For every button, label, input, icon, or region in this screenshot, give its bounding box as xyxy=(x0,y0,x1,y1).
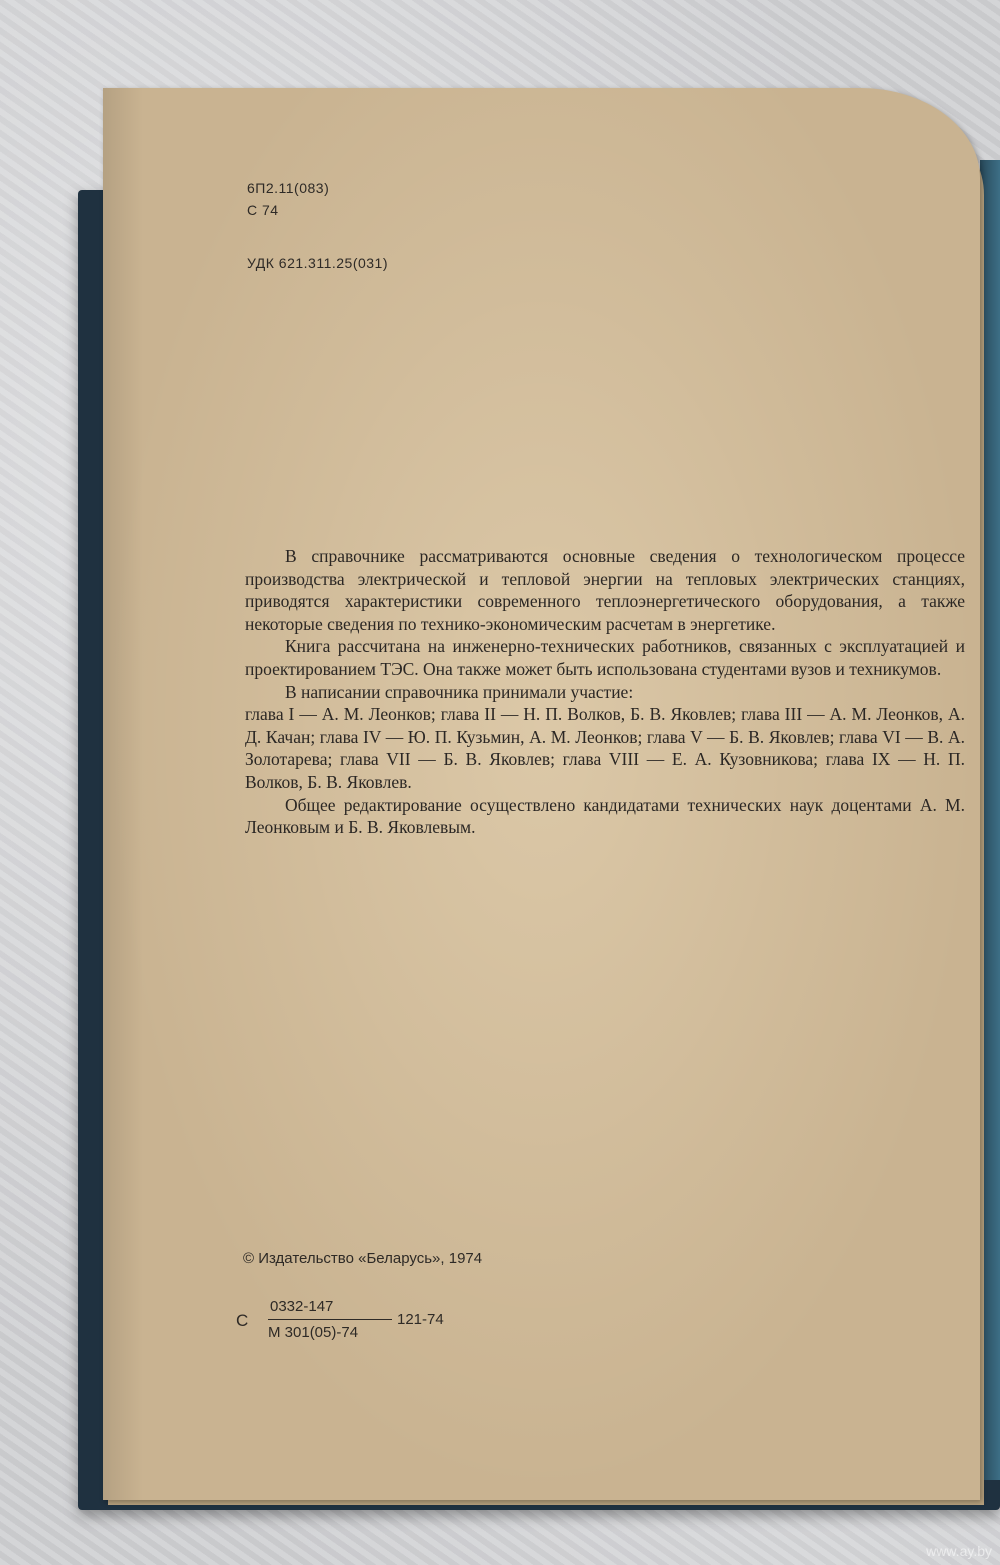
index-letter: С xyxy=(236,1311,249,1330)
index-numerator: 0332-147 xyxy=(270,1298,334,1315)
index-suffix: 121-74 xyxy=(397,1311,444,1328)
annotation-paragraph: Общее редактирование осуществлено кандидатами технических наук доцентами А. М. Леонковым и Б. В. Яковлевым. xyxy=(245,794,965,838)
annotation xyxy=(245,545,965,839)
annotation-paragraph: Книга рассчитана на инженерно-технических работников, связанных с эксплуатацией и проектированием ТЭС. Она также может быть использована студентами вузов и техникумов. xyxy=(245,636,965,679)
index-denominator: М 301(05)-74 xyxy=(268,1324,359,1341)
udc-code: УДК 621.311.25(031) xyxy=(247,255,389,271)
bbk-code: 6П2.11(083) xyxy=(247,180,330,196)
authors-list: глава I — А. М. Леонков; глава II — Н. П. Волков, Б. В. Яковлев; глава III — А. М. Леонков, А. Д. Качан; глава IV — Ю. П. Кузьмин, А. М. Леонков; глава V — Б. В. Яковлев; глава VI — В. А. Золотарева; глава VII — Б. В. Яковлев; глава VIII — Е. А. Кузовникова; глава IX — Н. П. Волков, Б. В. Яковлев. xyxy=(245,704,965,792)
annotation-paragraph: В справочнике рассматриваются основные сведения о технологическом процессе производства электрической и тепловой энергии на тепловых электрических станциях, приводятся характеристики современного теплоэнергетического оборудования, а также некоторые сведения по технико-экономическим расчетам в энергетике. xyxy=(245,546,965,634)
fraction-line xyxy=(268,1319,392,1320)
watermark: www.ay.by xyxy=(926,1543,992,1559)
copyright-line: © Издательство «Беларусь», 1974 xyxy=(243,1250,483,1267)
annotation-paragraph: В написании справочника принимали участие: xyxy=(285,681,634,702)
author-mark: С 74 xyxy=(247,202,279,218)
